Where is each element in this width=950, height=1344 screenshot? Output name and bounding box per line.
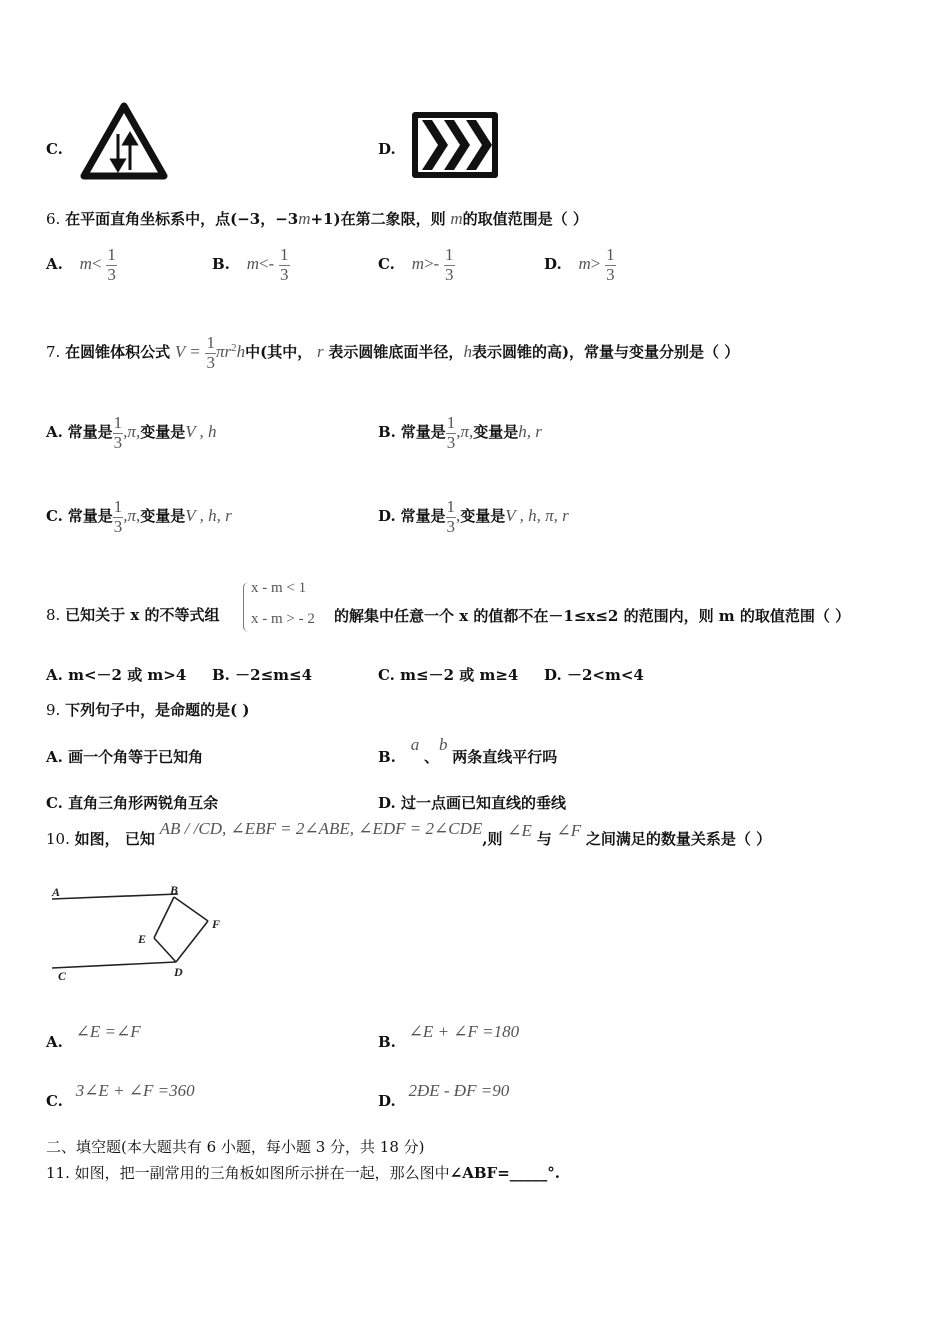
- q5-option-c-label: C.: [46, 140, 63, 158]
- question-9-stem: 9. 下列句子中，是命题的是( ): [46, 701, 250, 719]
- chevron-warning-sign-icon: [410, 110, 500, 180]
- q6-option-b[interactable]: B. m<- $\frac{1}{3}$: [212, 245, 289, 284]
- q9-option-d[interactable]: D. 过一点画已知直线的垂线: [378, 794, 566, 812]
- q7-option-a[interactable]: A. 常量是 $\frac{1}{3}$ ,π,变量是V , h: [46, 413, 217, 452]
- two-way-traffic-sign-icon: [78, 100, 170, 182]
- section-2-heading: 二、填空题(本大题共有 6 小题，每小题 3 分，共 18 分): [46, 1138, 425, 1156]
- system-brace: [243, 582, 249, 632]
- q10-option-b[interactable]: B. ∠E + ∠F =180: [378, 1022, 520, 1051]
- point-d-label: D: [174, 965, 183, 979]
- inequality-1: x - m < 1: [251, 580, 307, 596]
- line-ab: [52, 894, 178, 899]
- q8-option-a[interactable]: A. m<－2 或 m>4: [46, 666, 187, 684]
- segment-ed: [154, 938, 176, 962]
- q6-option-c[interactable]: C. m>- $\frac{1}{3}$: [378, 245, 454, 284]
- point-a-label: A: [52, 885, 61, 899]
- q7-option-d[interactable]: D. 常量是 $\frac{1}{3}$ ,变量是V , h, π, r: [378, 497, 569, 536]
- q10-option-c[interactable]: C. 3∠E + ∠F =360: [46, 1081, 195, 1110]
- question-6-stem: 6. 在平面直角坐标系中，点(−3，−3m+1)在第二象限，则 m的取值范围是（ ）: [46, 209, 588, 228]
- line-cd: [52, 962, 176, 968]
- point-c-label: C: [58, 969, 67, 983]
- segment-be: [154, 897, 174, 938]
- point-e-label: E: [138, 932, 147, 946]
- q6-option-a[interactable]: A. m< $\frac{1}{3}$: [46, 245, 116, 284]
- question-7-stem: 7. 在圆锥体积公式 V = $\frac{1}{3}$ $\pi r^2h$中(其中， r 表示圆锥底面半径，h表示圆锥的高)，常量与变量分别是（ ）: [46, 333, 740, 372]
- q8-option-d[interactable]: D. －2<m<4: [544, 666, 644, 684]
- question-11-stem: 11. 如图，把一副常用的三角板如图所示拼在一起，那么图中∠ABF=_____°.: [46, 1164, 560, 1182]
- q9-option-c[interactable]: C. 直角三角形两锐角互余: [46, 794, 219, 812]
- q6-option-d[interactable]: D. m> $\frac{1}{3}$: [544, 245, 615, 284]
- q10-option-d[interactable]: D. 2ÐE - ÐF =90: [378, 1081, 510, 1110]
- q8-option-c[interactable]: C. m≤－2 或 m≥4: [378, 666, 519, 684]
- q8-option-b[interactable]: B. －2≤m≤4: [212, 666, 313, 684]
- q7-option-c[interactable]: C. 常量是 $\frac{1}{3}$ ,π,变量是V , h, r: [46, 497, 232, 536]
- question-8-number: 8. 已知关于 x 的不等式组: [46, 606, 220, 624]
- question-10-stem: 10. 如图， 已知 AB / /CD, ∠EBF = 2∠ABE, ∠EDF = 2∠CDE,则 ∠E 与 ∠F 之间满足的数量关系是（ ）: [46, 819, 772, 848]
- segment-fd: [176, 921, 208, 962]
- segment-bf: [174, 897, 208, 921]
- inequality-2: x - m > - 2: [251, 611, 315, 627]
- point-b-label: B: [170, 883, 179, 897]
- question-8-stem-rest: 的解集中任意一个 x 的值都不在－1≤x≤2 的范围内，则 m 的取值范围（ ）: [334, 607, 851, 625]
- q5-option-d-label: D.: [378, 140, 396, 158]
- q7-option-b[interactable]: B. 常量是 $\frac{1}{3}$ ,π,变量是h, r: [378, 413, 542, 452]
- q9-option-a[interactable]: A. 画一个角等于已知角: [46, 748, 204, 766]
- q10-option-a[interactable]: A. ∠E =∠F: [46, 1022, 141, 1051]
- q9-option-b[interactable]: B. a 、b 两条直线平行吗: [378, 735, 558, 766]
- point-f-label: F: [212, 917, 221, 931]
- geometry-figure: [48, 880, 238, 990]
